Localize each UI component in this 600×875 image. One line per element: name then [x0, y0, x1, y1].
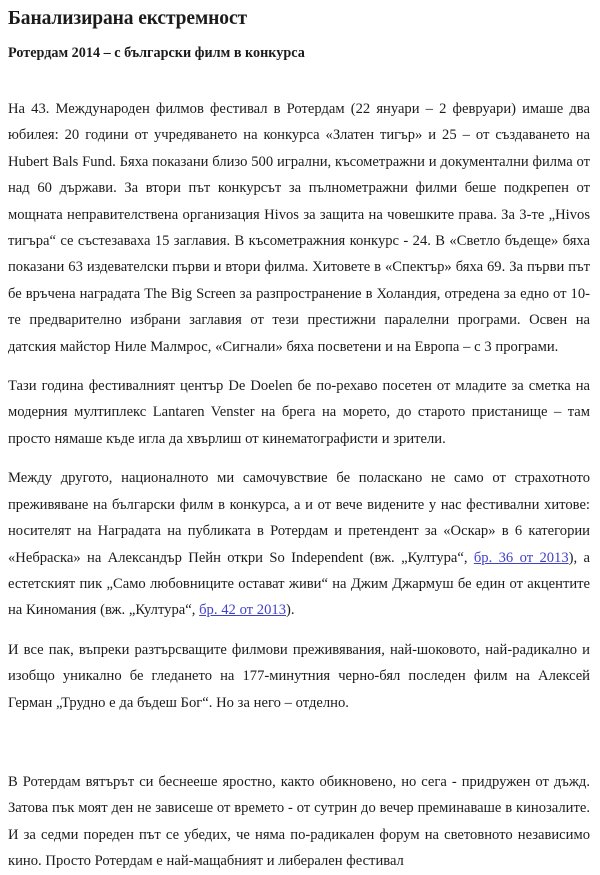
page-title: Банализирана екстремност — [8, 8, 247, 29]
page-subtitle: Ротердам 2014 – с български филм в конкурса — [8, 45, 305, 61]
paragraph-4: И все пак, въпреки разтърсващите филмови преживявания, най-шоковото, най-радикално и изобщо уникално бе гледането на 177-минутния черно-бял последен филм на Алексей Герман „Трудно е да бъдеш Бог“. Но за него – отделно. — [8, 641, 590, 711]
paragraph-1: На 43. Международен филмов фестивал в Ротердам (22 януари – 2 февруари) имаше два юбилея: 20 години от учредяването на конкурса «Златен тигър» и 25 – от създаването на Hubert Bals Fund. Бяха показани близо 500 игрални, късометражни и документални филма от над 60 държави. За втори път конкурсът за пълнометражни филми беше подкрепен от мощната неправителствена организация Hivos за защита на човешките права. За 3-те „Hivos тигъра“ се състезаваха 15 заглавия. В късометражния конкурс - 24. В «Светло бъдеще» бяха показани 63 издевателски първи и втори филма. Хитовете в «Спектър» бяха 69. За първи път бе връчена наградата The Big Screen за разпространение в Холандия, отредена за едно от 10-те предварително избрани заглавия от тези престижни паралелни програми. Освен на датския майстор Ниле Малмрос, «Сигнали» бяха посветени и на Европа – с 3 програми. — [8, 101, 590, 355]
paragraph-2: Тази година фестивалният център De Doelen бе по-рехаво посетен от младите за сметка на модерния мултиплекс Lantaren Venster на брега на морето, до старото пристанище – там просто нямаше къде игла да хвърлиш от кинематографисти и зрители. — [8, 378, 590, 447]
link-kultura-issue-36[interactable]: бр. 36 от 2013 — [473, 549, 569, 566]
paragraph-3 — [8, 465, 590, 623]
paragraph-3-text-a: Между другото, националното ми самочувствие бе поласкано не само от страхотното преживяване на български филм в конкурса, а и от вече видените у нас фестивални хитове: носителят на Наградата на публиката в Ротердам и претендент за «Оскар» в 6 категории «Небраска» на Александър Пейн откри So Independent (вж. „Култура“, — [8, 470, 590, 566]
paragraph-3-text-b: ), а естетският пик „Само любовниците остават живи“ на Джим Джармуш бе един от акцентите на Киномания (вж. „Култура“, — [8, 549, 590, 619]
title-body-spacer — [8, 65, 590, 96]
link-kultura-issue-42[interactable]: бр. 42 от 2013 — [199, 602, 286, 619]
paragraph-5: В Ротердам вятърът си беснееше яростно, както обикновено, но сега - придружен от дъжд. Затова пък моят ден не зависеше от времето - от сутрин до вечер преминаваше в кинозалите. И за седми пореден път се убедих, че няма по-радикален форум на световното независимо кино. Просто Ротердам е най-мащабният и либерален фестивал — [8, 773, 590, 870]
section-break-spacer — [8, 729, 590, 769]
paragraph-3-text-c: ). — [286, 602, 295, 619]
